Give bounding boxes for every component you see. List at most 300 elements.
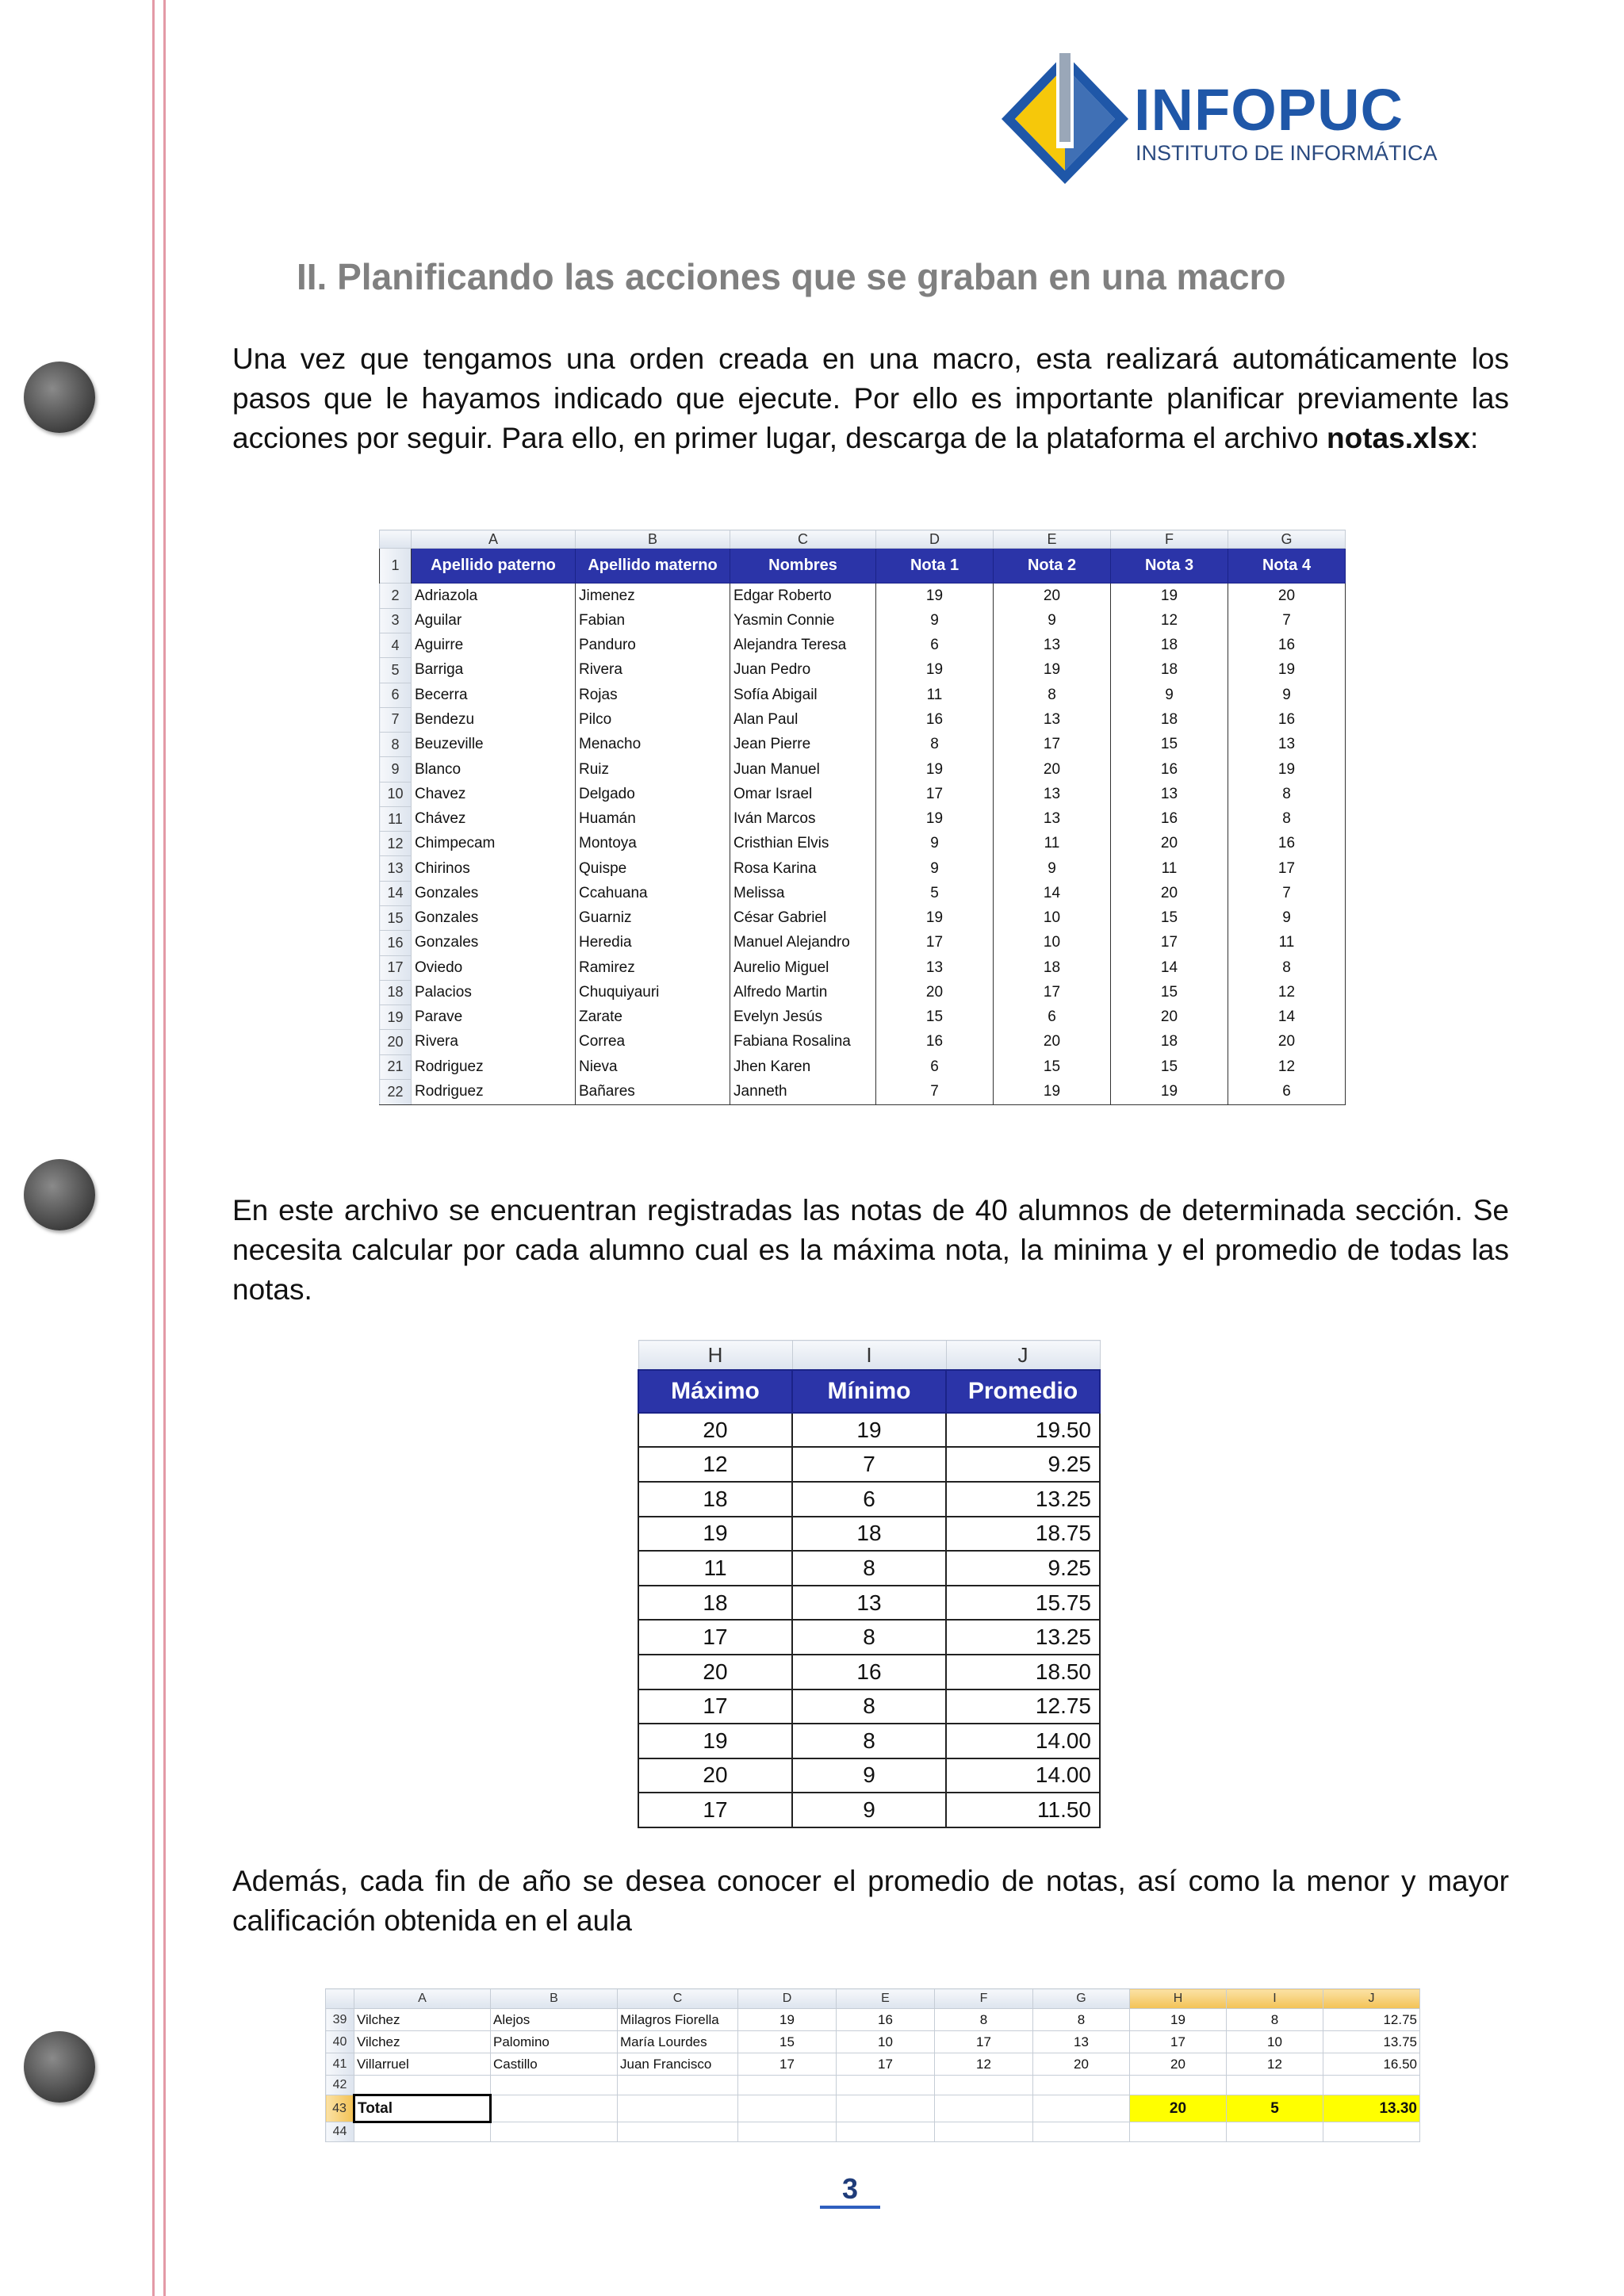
row-number[interactable]: 21	[380, 1054, 412, 1079]
row-number[interactable]: 14	[380, 881, 412, 905]
cell[interactable]: 19	[792, 1413, 946, 1448]
cell[interactable]: 17	[638, 1793, 792, 1827]
cell[interactable]: 7	[876, 1079, 994, 1104]
cell[interactable]: Villarruel	[354, 2053, 491, 2076]
cell[interactable]: 19	[738, 2009, 837, 2031]
row-number[interactable]: 9	[380, 757, 412, 782]
cell[interactable]: Yasmin Connie	[730, 608, 876, 633]
cell[interactable]: 12	[1228, 980, 1346, 1004]
cell[interactable]	[618, 2122, 738, 2141]
cell[interactable]: 18	[638, 1482, 792, 1517]
cell[interactable]: 11.50	[946, 1793, 1100, 1827]
cell[interactable]: 17	[994, 980, 1111, 1004]
cell[interactable]: 13	[994, 633, 1111, 658]
cell[interactable]: Janneth	[730, 1079, 876, 1104]
cell[interactable]: Beuzeville	[412, 733, 576, 757]
cell[interactable]: Huamán	[576, 806, 730, 831]
cell[interactable]: 13.75	[1323, 2031, 1420, 2053]
cell[interactable]: Rivera	[412, 1030, 576, 1054]
cell[interactable]: 16	[1111, 757, 1228, 782]
row-number[interactable]: 39	[326, 2009, 354, 2031]
cell[interactable]: 19	[1111, 1079, 1228, 1104]
cell[interactable]: 11	[638, 1551, 792, 1586]
cell[interactable]: 20	[994, 583, 1111, 608]
column-header[interactable]: J	[946, 1341, 1100, 1371]
cell[interactable]: 13	[994, 707, 1111, 732]
cell[interactable]: 10	[994, 905, 1111, 930]
cell[interactable]: 17	[638, 1689, 792, 1724]
column-header[interactable]: C	[730, 530, 876, 549]
cell[interactable]: Alan Paul	[730, 707, 876, 732]
cell[interactable]: 20	[1111, 832, 1228, 856]
cell[interactable]: Alfredo Martin	[730, 980, 876, 1004]
cell[interactable]: 8	[792, 1689, 946, 1724]
cell[interactable]: 19	[1228, 658, 1346, 683]
cell[interactable]: 20	[1111, 881, 1228, 905]
row-number[interactable]: 19	[380, 1005, 412, 1030]
cell[interactable]: 18	[1111, 1030, 1228, 1054]
cell[interactable]: Jimenez	[576, 583, 730, 608]
cell[interactable]: 15	[738, 2031, 837, 2053]
cell[interactable]: 17	[994, 733, 1111, 757]
cell[interactable]: 8	[792, 1724, 946, 1758]
cell[interactable]: Alejandra Teresa	[730, 633, 876, 658]
cell[interactable]: Aurelio Miguel	[730, 955, 876, 980]
cell[interactable]: 13	[1111, 782, 1228, 806]
cell[interactable]: Becerra	[412, 683, 576, 707]
cell[interactable]: Juan Manuel	[730, 757, 876, 782]
cell[interactable]	[491, 2076, 618, 2095]
cell[interactable]: Aguirre	[412, 633, 576, 658]
cell[interactable]: 6	[792, 1482, 946, 1517]
total-average-cell[interactable]: 13.30	[1323, 2095, 1420, 2122]
cell[interactable]: Menacho	[576, 733, 730, 757]
cell[interactable]: Edgar Roberto	[730, 583, 876, 608]
cell[interactable]: 19	[876, 757, 994, 782]
cell[interactable]: 9.25	[946, 1447, 1100, 1482]
cell[interactable]: 9	[876, 856, 994, 881]
total-label-cell[interactable]: Total	[354, 2095, 491, 2122]
cell[interactable]: Gonzales	[412, 931, 576, 955]
column-header[interactable]: I	[1227, 1989, 1323, 2009]
cell[interactable]: 16	[876, 1030, 994, 1054]
cell[interactable]: 11	[1228, 931, 1346, 955]
cell[interactable]: María Lourdes	[618, 2031, 738, 2053]
cell[interactable]: Palacios	[412, 980, 576, 1004]
cell[interactable]: 6	[876, 633, 994, 658]
cell[interactable]: Chávez	[412, 806, 576, 831]
cell[interactable]: 12	[1111, 608, 1228, 633]
cell[interactable]: 20	[994, 1030, 1111, 1054]
cell[interactable]: 11	[1111, 856, 1228, 881]
header-cell[interactable]: Mínimo	[792, 1370, 946, 1413]
cell[interactable]: 15	[1111, 733, 1228, 757]
row-number[interactable]: 41	[326, 2053, 354, 2076]
cell[interactable]	[837, 2076, 935, 2095]
cell[interactable]: Barriga	[412, 658, 576, 683]
row-number[interactable]: 11	[380, 806, 412, 831]
cell[interactable]	[1130, 2122, 1227, 2141]
cell[interactable]	[837, 2095, 935, 2122]
column-header[interactable]: J	[1323, 1989, 1420, 2009]
cell[interactable]: 8	[935, 2009, 1033, 2031]
cell[interactable]: Castillo	[491, 2053, 618, 2076]
cell[interactable]: Rodriguez	[412, 1054, 576, 1079]
cell[interactable]: 7	[792, 1447, 946, 1482]
cell[interactable]: 13	[792, 1586, 946, 1621]
cell[interactable]: 20	[1033, 2053, 1130, 2076]
cell[interactable]: 9	[1228, 905, 1346, 930]
cell[interactable]: 15	[994, 1054, 1111, 1079]
column-header[interactable]: A	[412, 530, 576, 549]
cell[interactable]: 17	[837, 2053, 935, 2076]
cell[interactable]: 15	[876, 1005, 994, 1030]
cell[interactable]: Ruiz	[576, 757, 730, 782]
cell[interactable]	[491, 2122, 618, 2141]
cell[interactable]: 17	[638, 1620, 792, 1655]
cell[interactable]: 8	[1228, 806, 1346, 831]
cell[interactable]	[1227, 2076, 1323, 2095]
cell[interactable]: 6	[994, 1005, 1111, 1030]
cell[interactable]: 14	[1111, 955, 1228, 980]
row-number[interactable]: 44	[326, 2122, 354, 2141]
cell[interactable]: 20	[1111, 1005, 1228, 1030]
cell[interactable]	[1130, 2076, 1227, 2095]
cell[interactable]: 12.75	[946, 1689, 1100, 1724]
cell[interactable]: 5	[876, 881, 994, 905]
column-header[interactable]: B	[576, 530, 730, 549]
cell[interactable]: 19	[638, 1724, 792, 1758]
row-number[interactable]: 4	[380, 633, 412, 658]
cell[interactable]: 14	[1228, 1005, 1346, 1030]
row-number[interactable]: 10	[380, 782, 412, 806]
cell[interactable]: Milagros Fiorella	[618, 2009, 738, 2031]
cell[interactable]: 7	[1228, 881, 1346, 905]
row-number[interactable]: 1	[380, 549, 412, 584]
cell[interactable]: 8	[1228, 955, 1346, 980]
cell[interactable]: César Gabriel	[730, 905, 876, 930]
cell[interactable]: 13	[1033, 2031, 1130, 2053]
cell[interactable]: 9	[876, 608, 994, 633]
header-cell[interactable]: Nota 3	[1111, 549, 1228, 584]
cell[interactable]: 15.75	[946, 1586, 1100, 1621]
header-cell[interactable]: Promedio	[946, 1370, 1100, 1413]
cell[interactable]: 18	[792, 1517, 946, 1552]
cell[interactable]: Chirinos	[412, 856, 576, 881]
cell[interactable]: 6	[876, 1054, 994, 1079]
cell[interactable]	[935, 2122, 1033, 2141]
cell[interactable]	[1033, 2076, 1130, 2095]
cell[interactable]: 16	[876, 707, 994, 732]
cell[interactable]	[935, 2095, 1033, 2122]
cell[interactable]: 19	[876, 806, 994, 831]
cell[interactable]: Bañares	[576, 1079, 730, 1104]
cell[interactable]: 17	[935, 2031, 1033, 2053]
cell[interactable]: 7	[1228, 608, 1346, 633]
column-header[interactable]: E	[994, 530, 1111, 549]
cell[interactable]: 8	[1033, 2009, 1130, 2031]
cell[interactable]: Cristhian Elvis	[730, 832, 876, 856]
cell[interactable]: 18	[1111, 633, 1228, 658]
cell[interactable]: Vilchez	[354, 2031, 491, 2053]
column-header[interactable]: E	[837, 1989, 935, 2009]
row-number[interactable]: 3	[380, 608, 412, 633]
column-header[interactable]: I	[792, 1341, 946, 1371]
column-header[interactable]: H	[1130, 1989, 1227, 2009]
cell[interactable]: 9	[792, 1758, 946, 1793]
cell[interactable]: 20	[638, 1758, 792, 1793]
column-header[interactable]: D	[876, 530, 994, 549]
row-number[interactable]: 43	[326, 2095, 354, 2122]
cell[interactable]	[1323, 2076, 1420, 2095]
cell[interactable]: 13	[994, 806, 1111, 831]
cell[interactable]: Blanco	[412, 757, 576, 782]
cell[interactable]: 10	[1227, 2031, 1323, 2053]
cell[interactable]: Fabiana Rosalina	[730, 1030, 876, 1054]
row-number[interactable]: 2	[380, 583, 412, 608]
cell[interactable]: Adriazola	[412, 583, 576, 608]
cell[interactable]: Juan Pedro	[730, 658, 876, 683]
cell[interactable]: Omar Israel	[730, 782, 876, 806]
header-cell[interactable]: Nota 1	[876, 549, 994, 584]
cell[interactable]: Panduro	[576, 633, 730, 658]
cell[interactable]: 11	[876, 683, 994, 707]
cell[interactable]: 18	[638, 1586, 792, 1621]
cell[interactable]: 19	[876, 905, 994, 930]
cell[interactable]: 16	[1228, 707, 1346, 732]
cell[interactable]: 20	[994, 757, 1111, 782]
cell[interactable]: 19	[1228, 757, 1346, 782]
cell[interactable]: Melissa	[730, 881, 876, 905]
cell[interactable]: 14.00	[946, 1758, 1100, 1793]
cell[interactable]: Gonzales	[412, 905, 576, 930]
column-header[interactable]: G	[1228, 530, 1346, 549]
cell[interactable]: 20	[638, 1655, 792, 1689]
cell[interactable]: 17	[1130, 2031, 1227, 2053]
cell[interactable]: 18.50	[946, 1655, 1100, 1689]
cell[interactable]: 9	[792, 1793, 946, 1827]
cell[interactable]: 12.75	[1323, 2009, 1420, 2031]
cell[interactable]: 20	[1130, 2053, 1227, 2076]
cell[interactable]: Aguilar	[412, 608, 576, 633]
cell[interactable]: 17	[876, 782, 994, 806]
cell[interactable]	[1033, 2095, 1130, 2122]
cell[interactable]: 8	[876, 733, 994, 757]
cell[interactable]: 20	[876, 980, 994, 1004]
header-cell[interactable]: Nota 2	[994, 549, 1111, 584]
cell[interactable]: 16	[1111, 806, 1228, 831]
cell[interactable]: 6	[1228, 1079, 1346, 1104]
cell[interactable]: 15	[1111, 905, 1228, 930]
cell[interactable]: 18	[1111, 707, 1228, 732]
total-min-cell[interactable]: 5	[1227, 2095, 1323, 2122]
cell[interactable]: Manuel Alejandro	[730, 931, 876, 955]
cell[interactable]: 20	[1228, 583, 1346, 608]
cell[interactable]: Oviedo	[412, 955, 576, 980]
cell[interactable]: Zarate	[576, 1005, 730, 1030]
cell[interactable]: Chimpecam	[412, 832, 576, 856]
cell[interactable]: Heredia	[576, 931, 730, 955]
cell[interactable]: 17	[1228, 856, 1346, 881]
column-header[interactable]: A	[354, 1989, 491, 2009]
cell[interactable]: 12	[1228, 1054, 1346, 1079]
cell[interactable]: 12	[1227, 2053, 1323, 2076]
cell[interactable]	[738, 2122, 837, 2141]
cell[interactable]	[1323, 2122, 1420, 2141]
cell[interactable]: 19	[876, 658, 994, 683]
cell[interactable]: 19	[994, 658, 1111, 683]
cell[interactable]: Sofía Abigail	[730, 683, 876, 707]
cell[interactable]: 14.00	[946, 1724, 1100, 1758]
header-cell[interactable]: Máximo	[638, 1370, 792, 1413]
cell[interactable]: 18	[1111, 658, 1228, 683]
header-cell[interactable]: Apellido materno	[576, 549, 730, 584]
row-number[interactable]: 12	[380, 832, 412, 856]
cell[interactable]: 11	[994, 832, 1111, 856]
total-max-cell[interactable]: 20	[1130, 2095, 1227, 2122]
column-header[interactable]: H	[638, 1341, 792, 1371]
header-cell[interactable]: Nota 4	[1228, 549, 1346, 584]
header-cell[interactable]: Nombres	[730, 549, 876, 584]
cell[interactable]	[618, 2095, 738, 2122]
cell[interactable]: Juan Francisco	[618, 2053, 738, 2076]
cell[interactable]: Iván Marcos	[730, 806, 876, 831]
cell[interactable]	[618, 2076, 738, 2095]
cell[interactable]: 18.75	[946, 1517, 1100, 1552]
cell[interactable]: 8	[792, 1620, 946, 1655]
cell[interactable]: Guarniz	[576, 905, 730, 930]
cell[interactable]: 16	[1228, 832, 1346, 856]
cell[interactable]: Ramirez	[576, 955, 730, 980]
row-number[interactable]: 17	[380, 955, 412, 980]
cell[interactable]: 10	[994, 931, 1111, 955]
cell[interactable]: Delgado	[576, 782, 730, 806]
column-header[interactable]: D	[738, 1989, 837, 2009]
cell[interactable]: 17	[876, 931, 994, 955]
cell[interactable]: Fabian	[576, 608, 730, 633]
cell[interactable]: 8	[792, 1551, 946, 1586]
cell[interactable]: 13	[876, 955, 994, 980]
cell[interactable]: Chuquiyauri	[576, 980, 730, 1004]
cell[interactable]: 13	[994, 782, 1111, 806]
cell[interactable]: 10	[837, 2031, 935, 2053]
cell[interactable]	[1227, 2122, 1323, 2141]
cell[interactable]: Quispe	[576, 856, 730, 881]
column-header[interactable]: G	[1033, 1989, 1130, 2009]
cell[interactable]: 17	[738, 2053, 837, 2076]
cell[interactable]: Jhen Karen	[730, 1054, 876, 1079]
cell[interactable]: Montoya	[576, 832, 730, 856]
row-number[interactable]: 8	[380, 733, 412, 757]
cell[interactable]: 9	[1111, 683, 1228, 707]
column-header[interactable]: F	[1111, 530, 1228, 549]
cell[interactable]: Alejos	[491, 2009, 618, 2031]
row-number[interactable]: 16	[380, 931, 412, 955]
cell[interactable]: 20	[1228, 1030, 1346, 1054]
column-header[interactable]: C	[618, 1989, 738, 2009]
row-number[interactable]: 40	[326, 2031, 354, 2053]
cell[interactable]	[738, 2095, 837, 2122]
cell[interactable]: Chavez	[412, 782, 576, 806]
cell[interactable]: Rojas	[576, 683, 730, 707]
cell[interactable]: 9	[1228, 683, 1346, 707]
cell[interactable]: 13	[1228, 733, 1346, 757]
row-number[interactable]: 13	[380, 856, 412, 881]
column-header[interactable]: F	[935, 1989, 1033, 2009]
cell[interactable]: 13.25	[946, 1620, 1100, 1655]
cell[interactable]: Rosa Karina	[730, 856, 876, 881]
cell[interactable]	[354, 2122, 491, 2141]
cell[interactable]: 15	[1111, 1054, 1228, 1079]
row-number[interactable]: 7	[380, 707, 412, 732]
cell[interactable]: Rodriguez	[412, 1079, 576, 1104]
row-number[interactable]: 15	[380, 905, 412, 930]
row-number[interactable]: 5	[380, 658, 412, 683]
cell[interactable]	[935, 2076, 1033, 2095]
cell[interactable]: Pilco	[576, 707, 730, 732]
cell[interactable]	[837, 2122, 935, 2141]
cell[interactable]: Bendezu	[412, 707, 576, 732]
cell[interactable]: 16	[1228, 633, 1346, 658]
cell[interactable]: 19	[1130, 2009, 1227, 2031]
row-number[interactable]: 22	[380, 1079, 412, 1104]
cell[interactable]: Palomino	[491, 2031, 618, 2053]
cell[interactable]: 15	[1111, 980, 1228, 1004]
header-cell[interactable]: Apellido paterno	[412, 549, 576, 584]
column-header[interactable]: B	[491, 1989, 618, 2009]
cell[interactable]	[1033, 2122, 1130, 2141]
cell[interactable]	[491, 2095, 618, 2122]
cell[interactable]: Rivera	[576, 658, 730, 683]
cell[interactable]: Evelyn Jesús	[730, 1005, 876, 1030]
cell[interactable]: 13.25	[946, 1482, 1100, 1517]
cell[interactable]: 19	[638, 1517, 792, 1552]
cell[interactable]: Parave	[412, 1005, 576, 1030]
cell[interactable]: 8	[1227, 2009, 1323, 2031]
select-all-corner[interactable]	[380, 530, 412, 549]
cell[interactable]: 16.50	[1323, 2053, 1420, 2076]
row-number[interactable]: 42	[326, 2076, 354, 2095]
cell[interactable]	[354, 2076, 491, 2095]
cell[interactable]: 9	[994, 608, 1111, 633]
cell[interactable]: 9.25	[946, 1551, 1100, 1586]
cell[interactable]: Correa	[576, 1030, 730, 1054]
row-number[interactable]: 6	[380, 683, 412, 707]
cell[interactable]: Ccahuana	[576, 881, 730, 905]
row-number[interactable]: 20	[380, 1030, 412, 1054]
cell[interactable]: 12	[638, 1447, 792, 1482]
cell[interactable]: 18	[994, 955, 1111, 980]
cell[interactable]: 8	[994, 683, 1111, 707]
cell[interactable]: 9	[876, 832, 994, 856]
cell[interactable]: 16	[792, 1655, 946, 1689]
cell[interactable]: 19.50	[946, 1413, 1100, 1448]
cell[interactable]: 12	[935, 2053, 1033, 2076]
cell[interactable]: Nieva	[576, 1054, 730, 1079]
cell[interactable]: 19	[876, 583, 994, 608]
cell[interactable]: Vilchez	[354, 2009, 491, 2031]
cell[interactable]: Jean Pierre	[730, 733, 876, 757]
cell[interactable]: Gonzales	[412, 881, 576, 905]
cell[interactable]	[738, 2076, 837, 2095]
select-all-corner[interactable]	[326, 1989, 354, 2009]
cell[interactable]: 14	[994, 881, 1111, 905]
cell[interactable]: 19	[994, 1079, 1111, 1104]
cell[interactable]: 9	[994, 856, 1111, 881]
cell[interactable]: 17	[1111, 931, 1228, 955]
cell[interactable]: 16	[837, 2009, 935, 2031]
row-number[interactable]: 18	[380, 980, 412, 1004]
